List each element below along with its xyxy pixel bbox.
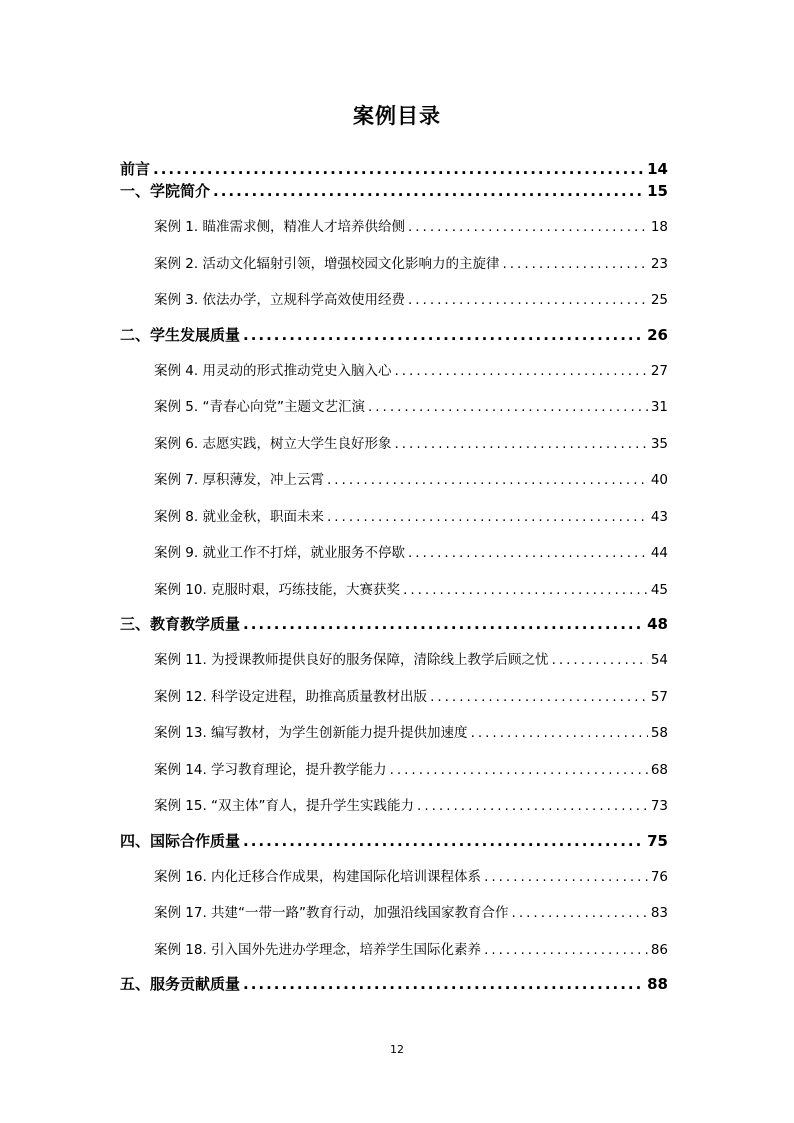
table-of-contents	[120, 158, 668, 994]
dot-leader	[390, 752, 648, 789]
toc-entry-label: 一、学院简介	[120, 182, 211, 200]
toc-page-number: 35	[650, 435, 668, 452]
dot-leader	[417, 788, 648, 825]
toc-entry-section-5[interactable]	[120, 974, 668, 994]
dot-leader	[243, 831, 644, 851]
dot-leader	[243, 974, 644, 994]
toc-page-number: 88	[647, 975, 668, 993]
dot-leader	[243, 614, 644, 634]
toc-entry-label: 案例 6. 志愿实践，树立大学生良好形象	[154, 435, 392, 452]
page-number: 12	[390, 1043, 404, 1056]
toc-entry-section-3[interactable]	[120, 614, 668, 634]
toc-page-number: 75	[647, 831, 668, 850]
toc-entry-case[interactable]	[120, 859, 668, 896]
toc-page-number: 25	[650, 292, 668, 308]
toc-page-number: 48	[647, 615, 668, 633]
toc-page-number: 31	[650, 399, 668, 415]
toc-page-number: 40	[650, 472, 668, 488]
dot-leader	[327, 499, 648, 536]
toc-entry-label: 四、国际合作质量	[120, 831, 241, 850]
toc-entry-label: 案例 14. 学习教育理论，提升教学能力	[154, 761, 387, 778]
toc-entry-label: 案例 3. 依法办学，立规科学高效使用经费	[154, 292, 405, 308]
toc-entry-case[interactable]	[120, 715, 668, 752]
dot-leader	[368, 389, 648, 426]
toc-page-number: 73	[650, 798, 668, 814]
page-title: 案例目录	[353, 104, 441, 128]
toc-entry-case[interactable]	[120, 389, 668, 426]
toc-page-number: 26	[647, 325, 668, 344]
toc-entry-label: 案例 5. “青春心向党”主题文艺汇演	[154, 399, 365, 415]
toc-entry-label: 二、学生发展质量	[120, 325, 241, 344]
toc-entry-case[interactable]	[120, 246, 668, 283]
toc-entry-label: 案例 12. 科学设定进程，助推高质量教材出版	[154, 688, 428, 705]
toc-entry-label: 案例 8. 就业金秋，职面未来	[154, 508, 324, 525]
dot-leader	[394, 426, 647, 463]
toc-page-number: 58	[650, 725, 668, 741]
toc-entry-section-2[interactable]	[120, 325, 668, 345]
toc-entry-label: 案例 4. 用灵动的形式推动党史入脑入心	[154, 362, 392, 379]
toc-page-number: 43	[650, 508, 668, 525]
toc-entry-case[interactable]	[120, 752, 668, 789]
dot-leader	[430, 679, 648, 716]
toc-entry-case[interactable]	[120, 353, 668, 390]
toc-entry-case[interactable]	[120, 282, 668, 319]
toc-page-number: 76	[650, 868, 668, 885]
dot-leader	[403, 572, 648, 609]
toc-page-number: 45	[650, 581, 668, 598]
toc-entry-label: 案例 18. 引入国外先进办学理念，培养学生国际化素养	[154, 941, 482, 958]
toc-entry-case[interactable]	[120, 788, 668, 825]
dot-leader	[327, 462, 648, 499]
dot-leader	[502, 246, 647, 283]
toc-entry-case[interactable]	[120, 426, 668, 463]
dot-leader	[408, 209, 648, 246]
toc-entry-label: 案例 2. 活动文化辐射引领，增强校园文化影响力的主旋律	[154, 255, 500, 272]
toc-entry-label: 五、服务贡献质量	[120, 975, 241, 993]
toc-page-number: 27	[650, 362, 668, 379]
dot-leader	[484, 859, 648, 896]
toc-entry-label: 案例 7. 厚积薄发，冲上云霄	[154, 472, 324, 488]
dot-leader	[213, 181, 644, 201]
toc-page-number: 15	[647, 182, 668, 200]
toc-entry-label: 案例 15. “双主体”育人，提升学生实践能力	[154, 798, 415, 814]
toc-entry-label: 案例 13. 编写教材，为学生创新能力提升提供加速度	[154, 725, 468, 741]
toc-page-number: 57	[650, 688, 668, 705]
toc-entry-case[interactable]	[120, 642, 668, 679]
toc-entry-label: 案例 17. 共建“一带一路”教育行动，加强沿线国家教育合作	[154, 905, 509, 921]
toc-entry-label: 三、教育教学质量	[120, 615, 241, 633]
dot-leader	[408, 282, 648, 319]
dot-leader	[243, 325, 644, 345]
dot-leader	[394, 353, 647, 390]
toc-page-number: 14	[647, 160, 668, 178]
toc-entry-case[interactable]	[120, 535, 668, 572]
dot-leader	[471, 715, 648, 752]
dot-leader	[484, 932, 648, 969]
toc-entry-case[interactable]	[120, 932, 668, 969]
toc-page-number: 18	[650, 219, 668, 235]
toc-entry-section-4[interactable]	[120, 831, 668, 851]
toc-entry-label: 案例 11. 为授课教师提供良好的服务保障，清除线上教学后顾之忧	[154, 652, 549, 668]
dot-leader	[408, 535, 648, 572]
toc-entry-case[interactable]	[120, 572, 668, 609]
dot-leader	[512, 895, 648, 932]
toc-entry-preface[interactable]	[120, 158, 668, 181]
toc-entry-label: 案例 1. 瞄准需求侧，精准人才培养供给侧	[154, 219, 405, 235]
toc-entry-label: 前言	[120, 160, 151, 178]
dot-leader	[552, 642, 648, 679]
toc-entry-case[interactable]	[120, 209, 668, 246]
dot-leader	[153, 158, 644, 181]
toc-entry-section-1[interactable]	[120, 181, 668, 201]
toc-entry-case[interactable]	[120, 499, 668, 536]
toc-page-number: 23	[650, 255, 668, 272]
toc-page-number: 68	[650, 761, 668, 778]
toc-entry-label: 案例 9. 就业工作不打烊，就业服务不停歇	[154, 545, 405, 561]
toc-page-number: 86	[650, 941, 668, 958]
toc-entry-label: 案例 10. 克服时艰，巧练技能，大赛获奖	[154, 581, 401, 598]
toc-page-number: 83	[650, 905, 668, 921]
toc-entry-label: 案例 16. 内化迁移合作成果，构建国际化培训课程体系	[154, 868, 482, 885]
toc-entry-case[interactable]	[120, 679, 668, 716]
toc-entry-case[interactable]	[120, 895, 668, 932]
toc-page-number: 44	[650, 545, 668, 561]
toc-entry-case[interactable]	[120, 462, 668, 499]
toc-page-number: 54	[650, 652, 668, 668]
